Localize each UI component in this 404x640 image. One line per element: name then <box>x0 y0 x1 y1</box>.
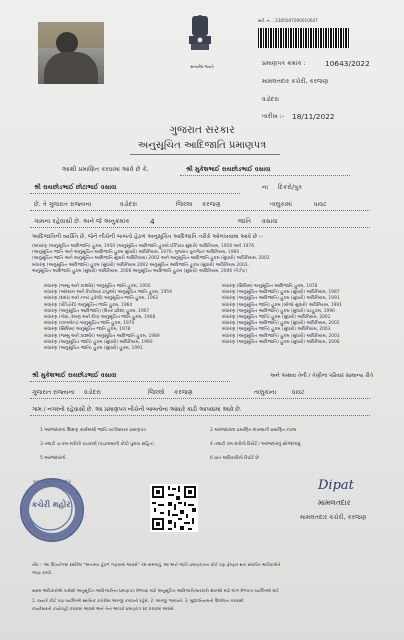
family-text: અને અથવા તેની / તેણીના પરિવાર સામાન્ય રીતે <box>270 373 374 379</box>
seal-text: કચેરી મહોર <box>31 500 71 509</box>
order-item: બંધારણ (અનુસૂચિત જાતિ) હુકમ (સુધારો) અધિનિયમ, 2003 <box>222 327 331 333</box>
doc-item: 3 તલાટી ચ-કમ-મંત્રીનો પંચકાર્ય (પંચનામાની કોપી પુરાવા સહિત) <box>40 442 154 447</box>
order-item: બંધારણ (ગોવા, દમણ અને દીવ) અનુસૂચિત જાતિ હુકમ, 1968 <box>44 315 156 321</box>
docs-left <box>40 424 210 466</box>
emblem-caption: સત્યમેવ જયતે <box>190 64 214 69</box>
order-item: બંધારણ (અનુસૂચિત આદિજાતિ) હુકમ (સુધારો) અધિનિયમ, 2006 <box>222 339 340 345</box>
act-line: બંધારણ (અનુસૂચિત આદિજાતિ) હુકમ (સુધારો) અધિનિયમ 2002 અનુસૂચિત આદિજાતિ હુકમ (સુધારો) અધિનિયમ 2003 , <box>32 262 251 268</box>
residence-district: વડોદરા <box>84 389 101 396</box>
act-line: અનુસૂચિત આદિજાતિ હુકમ (સુધારો) અધિનિયમ, 2006 અનુસૂચિત આદિજાતિ હુકમ (સુધારો) અધિનિયમ, 2006 (ગેઝેટ) <box>32 268 247 274</box>
qr-code <box>150 484 198 532</box>
title-government: ગુજરાત સરકાર <box>169 124 235 136</box>
seal-ring-text: મામલતદાર જમીનદાર <box>32 480 72 485</box>
taluka-label: તાલુકામાં <box>270 201 293 208</box>
signature: Dipat <box>318 478 354 493</box>
doc-item: 4 તલાટી કમ મંત્રીનો રિપોર્ટ / અરજદારનું સોગંદનામું <box>210 442 301 447</box>
order-item: બંધારણ (દાદરા અને નગર હવેલી) અનુસૂચિત જાતિ હુકમ, 1962 <box>44 296 159 302</box>
district-label: જિલ્લા <box>176 201 193 208</box>
title-certificate: અનુસૂચિત આદિજાતિ પ્રમાણપત્ર <box>137 140 267 151</box>
order-item: બંધારણ (પોંડિચેરી) અનુસૂચિત જાતિ હુકમ, 1964 <box>44 302 133 308</box>
order-item: બંધારણ (અનુસૂચિત જાતિ) હુકમ (સુધારો) અધિનિયમ, 2002 <box>222 315 331 321</box>
cert-no: 10643/2022 <box>325 59 370 68</box>
order-item: બંધારણ (અનુસૂચિત આદિજાતિ) હુકમ (સુધારો) અધિનિયમ, 2003 <box>222 333 340 339</box>
note-line: નોંધ :- આ ઉપયોગમાં દર્શાવેલ "અનામત હેઠળ ગણવામાં આવશે" તેમ સમજવું. આ અને જાતિ પ્રમાણપત્રના કોઈ પણ ફેરફાર થતાં સંબંધિત અધિકારીને <box>32 562 281 567</box>
doc-item: 6 પ્રાંત અધિકારીનો રિપોર્ટ છે. <box>210 456 261 461</box>
village: ધાવટ <box>314 201 327 208</box>
order-item: બંધારણ (નાગાલેન્ડ) અનુસૂચિત જાતિ હુકમ, 1970 <box>44 321 135 327</box>
doc-item: 1 અરજદારના શિક્ષણ કાર્યમાંથી જાતિ ખાત્રીલાયક પ્રમાણપત્ર <box>40 428 146 433</box>
footer-line-1: સક્ષમ અધિકારીશ્રી પાસેથી અનુસૂચિત આદિજાતિના પ્રમાણપત્ર મેળવવા માટે અનુસૂચિત આદિજાતિ/સરકારી સેવાઓ માટે લાભ મેળવતા વ્યક્તિઓ માટે <box>32 588 279 593</box>
order-item: બંધારણ (સિક્કિમ) અનુસૂચિત જાતિ હુકમ, 1978 <box>44 327 131 333</box>
footer-line-2: 1. જ્યારે કોઈ પણ વ્યક્તિએ સ્થાનિક કચેરીમાં અરજી કરવાની રહેશે. 2. અરજી ભરવાની. 3. મુદ્દાનિયમનો ઉલ્લંઘન કરવાથી <box>32 598 244 603</box>
note-line-2: જાણ કરવી. <box>32 570 53 575</box>
order-item: બંધારણ (અનુસૂચિત આદિજાતિ) હુકમ (સુધારો) વટહુકમ, 1996 <box>222 308 335 314</box>
act-line: (બંધારણ (અનુસૂચિત આદિજાતિ) હુકમ, 1950 (અનુસૂચિત આદિજાતિ હુકમો ઈન્ડિયા સુધારો) અધિનિયમ, 1956 અને 1976 <box>32 244 254 249</box>
order-item: બંધારણ (અનુસૂચિત જાતિ) હુકમ (બીજો સુધારો) અધિનિયમ, 1991 <box>222 302 342 308</box>
order-item: બંધારણ (સિક્કિમ) અનુસૂચિત આદિજાતિ હુકમ, 1978 <box>222 284 318 289</box>
date-label: તારીખ :- <box>262 113 284 120</box>
rule-line: આદિજાતિની વ્યક્તિ છે, જેને નીચેની બાબતો હેઠળ અનુસૂચિત આદિજાતિ તરીકે ઓળખવામાં આવે છે :- <box>32 234 263 240</box>
order-item: બંધારણ (જમ્મુ અને કાશ્મીર) અનુસૂચિત આદિજાતિ હુકમ, 1989 <box>44 333 160 339</box>
act-line: (અનુસૂચિત જાતિ અને અનુસૂચિત આદિજાતિ સુધારો અધિનિયમ) 2002 અને અનુસૂચિત આદિજાતિ હુકમ (સુધારો) અધિનિયમ, 2002 <box>32 256 270 262</box>
order-item: બંધારણ (અનુસૂચિત આદિજાતિ) હુકમ (સુધારો) અધિનિયમ, 2002 <box>222 321 340 327</box>
father-name: શ્રી રાયછોડભાઈ છોટાભાઈ વસાવા <box>34 184 117 191</box>
office-seal <box>20 478 84 542</box>
signatory-office: મામલતદાર કચેરી, કરજણ <box>300 514 367 521</box>
residence-taluka: કરજણ <box>174 389 193 396</box>
doc-item: 5 અરજદારનો <box>40 456 66 461</box>
office-place: વડોદરા <box>262 96 279 103</box>
residence-village: ધાવટ <box>292 389 305 396</box>
serial-number: સર્વ. નં. : 2305047000010647 <box>258 18 318 23</box>
acts-paragraph <box>32 244 377 275</box>
serial-no: 4 <box>150 217 155 226</box>
cert-no-label: પ્રમાણપત્ર ક્રમાંક : <box>262 60 306 67</box>
footer-line-3: કાયદેસરની કાર્યવાહી કરવામાં આવશે અને તેના આધારે પ્રમાણપત્ર રદ કરવામાં આવશે. <box>32 606 175 611</box>
photo-head <box>56 32 78 54</box>
state-text: છે. તે ગુજરાત રાજ્યના <box>34 201 92 208</box>
residence-district-label: જિલ્લો <box>148 389 165 396</box>
order-item: બંધારણ (અનુસૂચિત જાતિ) હુકમ (સુધારો) હુકમ, 1991 <box>44 346 143 352</box>
photo-shoulders <box>44 52 98 84</box>
intro-text: આથી પ્રમાણિત કરવામાં આવે છે કે, <box>62 166 149 173</box>
order-item: બંધારણ (અનુસૂચિત આદિજાતિ) (ઉત્તર પ્રદેશ) હુકમ, 1967 <box>44 308 150 314</box>
act-line: (અનુસૂચિત જાતિ અને અનુસૂચિત આદિજાતિ હુકમ સુધારો) અધિનિયમ, 1976, ગુજરાત પુનર્ગઠન અધિનિયમ, 1960 , <box>32 250 243 256</box>
caste: વસાવા <box>262 218 278 225</box>
order-item: બંધારણ (અનુસૂચિત આદિજાતિ) હુકમ (સુધારો) અધિનિયમ, 1991 <box>222 296 340 302</box>
residence-tail: ગામ / નગરનો રહેવાસી છે. આ પ્રમાણપત્ર નીચેની બાબતોના આધારે કાઢી આપવામાં આવે છે. <box>32 407 242 413</box>
applicant-name: શ્રી મુકેશભાઈ રાયછોડભાઈ વસાવા <box>186 166 271 173</box>
docs-right <box>210 424 380 466</box>
doc-item: 2 અરજદારના પ્રમાણિત દાખલાની પ્રમાણિત નકલ <box>210 428 297 433</box>
of-word: ના <box>262 184 269 191</box>
district: વડોદરા <box>120 201 137 208</box>
order-item: બંધારણ (અનુસૂચિત આદિજાતિ) હુકમ (સુધારો) અધિનિયમ, 1987 <box>222 290 340 296</box>
national-emblem-icon <box>180 12 220 62</box>
applicant-name-2: શ્રી મુકેશભાઈ રાયછોડભાઈ વસાવા <box>32 372 117 379</box>
taluka: કરજણ <box>202 201 221 208</box>
order-item: બંધારણ (અનુસૂચિત જાતિ) હુકમ (સુધારો) અધિનિયમ, 1990 <box>44 339 153 345</box>
barcode <box>258 28 350 48</box>
relation: દિકરો/પુત્ર <box>278 184 302 191</box>
orders-list-left <box>44 284 214 352</box>
order-item: બંધારણ (અંદમાન અને નિકોબાર ટાપુઓ) અનુસૂચિત જાતિ હુકમ, 1959 <box>44 290 172 296</box>
signatory-title: મામલતદાર <box>318 498 351 507</box>
residence-taluka-label: તાલુકાના <box>254 389 277 396</box>
office-name: મામલતદાર કચેરી, કરજણ <box>262 78 329 85</box>
order-item: બંધારણ (જમ્મુ અને કાશ્મીર) અનુસૂચિત જાતિ હુકમ, 1956 <box>44 284 151 289</box>
caste-line-a: ગામના રહેવાસી છે. અને જે અનુક્રમાંક <box>34 218 130 225</box>
orders-list-right <box>222 284 392 346</box>
caste-line-b: જાતિ <box>238 218 252 225</box>
applicant-photo <box>38 22 104 84</box>
issue-date: 18/11/2022 <box>292 112 335 121</box>
residence-state: ગુજરાત રાજ્યના <box>32 389 75 396</box>
